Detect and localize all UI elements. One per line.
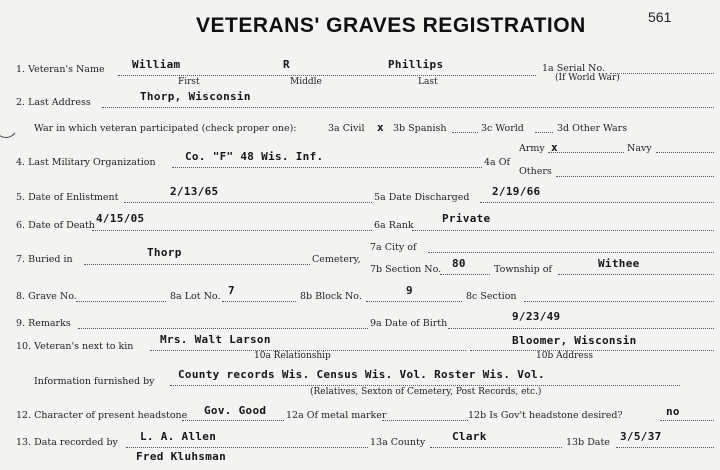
value-death: 4/15/05 bbox=[96, 212, 145, 225]
label-spanish: 3b Spanish bbox=[393, 123, 447, 134]
value-middle-initial: R bbox=[283, 58, 290, 71]
label-navy: Navy bbox=[627, 143, 652, 154]
label-buried-in: 7. Buried in bbox=[16, 254, 73, 265]
label-lot-no: 8a Lot No. bbox=[170, 291, 221, 302]
label-rank: 6a Rank bbox=[374, 220, 414, 231]
label-civil: 3a Civil bbox=[328, 123, 365, 134]
sub-if-world-war: (If World War) bbox=[555, 73, 620, 83]
sub-middle: Middle bbox=[290, 77, 322, 87]
value-headstone: Gov. Good bbox=[204, 404, 267, 417]
label-block-no: 8b Block No. bbox=[300, 291, 362, 302]
value-army-mark: x bbox=[551, 141, 558, 154]
label-next-of-kin: 10. Veteran's next to kin bbox=[16, 341, 134, 352]
label-grave-no: 8. Grave No. bbox=[16, 291, 77, 302]
sub-address: 10b Address bbox=[536, 351, 593, 361]
value-kin-address: Bloomer, Wisconsin bbox=[512, 334, 637, 347]
label-date-of-birth: 9a Date of Birth bbox=[370, 318, 448, 329]
value-civil-mark: x bbox=[377, 121, 384, 134]
label-county: 13a County bbox=[370, 437, 426, 448]
value-address: Thorp, Wisconsin bbox=[140, 90, 251, 103]
label-city-of: 7a City of bbox=[370, 242, 417, 253]
label-info-furnished: Information furnished by bbox=[34, 376, 155, 387]
value-recorded-by: L. A. Allen bbox=[140, 430, 217, 443]
card-number: 561 bbox=[648, 9, 672, 25]
label-serial-no: 1a Serial No. bbox=[542, 63, 606, 74]
label-enlistment: 5. Date of Enlistment bbox=[16, 192, 119, 203]
value-gov-desired: no bbox=[666, 405, 680, 418]
value-discharged: 2/19/66 bbox=[492, 185, 541, 198]
sub-first: First bbox=[178, 77, 200, 87]
value-next-of-kin: Mrs. Walt Larson bbox=[160, 333, 271, 346]
value-enlistment: 2/13/65 bbox=[170, 185, 219, 198]
label-other-wars: 3d Other Wars bbox=[557, 123, 628, 134]
label-last-address: 2. Last Address bbox=[16, 97, 91, 108]
card-title: VETERANS' GRAVES REGISTRATION bbox=[196, 14, 586, 37]
label-4a-of: 4a Of bbox=[484, 157, 511, 168]
value-section-no: 80 bbox=[452, 257, 466, 270]
label-township: Township of bbox=[494, 264, 552, 275]
label-date: 13b Date bbox=[566, 437, 610, 448]
value-lot-no: 7 bbox=[228, 284, 235, 297]
sub-relatives: (Relatives, Sexton of Cemetery, Post Records, etc.) bbox=[310, 387, 542, 397]
label-gov-desired: 12b Is Gov't headstone desired? bbox=[468, 410, 623, 421]
label-metal-marker: 12a Of metal marker bbox=[286, 410, 387, 421]
label-army: Army bbox=[519, 143, 545, 154]
value-date: 3/5/37 bbox=[620, 430, 662, 443]
label-discharged: 5a Date Discharged bbox=[374, 192, 470, 203]
label-others: Others bbox=[519, 166, 552, 177]
label-section: 8c Section bbox=[466, 291, 517, 302]
label-world: 3c World bbox=[481, 123, 524, 134]
label-remarks: 9. Remarks bbox=[16, 318, 71, 329]
value-info-by: County records Wis. Census Wis. Vol. Roster Wis. Vol. bbox=[178, 368, 545, 381]
value-first-name: William bbox=[132, 58, 181, 71]
label-veteran-name: 1. Veteran's Name bbox=[16, 64, 105, 75]
value-organization: Co. "F" 48 Wis. Inf. bbox=[185, 150, 324, 163]
sub-relationship: 10a Relationship bbox=[254, 351, 331, 361]
value-county: Clark bbox=[452, 430, 487, 443]
value-recorded-by-2: Fred Kluhsman bbox=[136, 450, 226, 463]
label-recorded-by: 13. Data recorded by bbox=[16, 437, 118, 448]
label-war: War in which veteran participated (check proper one): bbox=[34, 123, 297, 134]
label-military-org: 4. Last Military Organization bbox=[16, 157, 156, 168]
label-section-no: 7b Section No. bbox=[370, 264, 442, 275]
label-cemetery: Cemetery, bbox=[312, 254, 361, 265]
value-buried-in: Thorp bbox=[147, 246, 182, 259]
label-headstone: 12. Character of present headstone bbox=[16, 410, 188, 421]
value-rank: Private bbox=[442, 212, 491, 225]
value-township: Withee bbox=[598, 257, 640, 270]
label-death: 6. Date of Death bbox=[16, 220, 95, 231]
value-last-name: Phillips bbox=[388, 58, 444, 71]
sub-last: Last bbox=[418, 77, 438, 87]
value-block-no: 9 bbox=[406, 284, 413, 297]
value-birth: 9/23/49 bbox=[512, 310, 561, 323]
